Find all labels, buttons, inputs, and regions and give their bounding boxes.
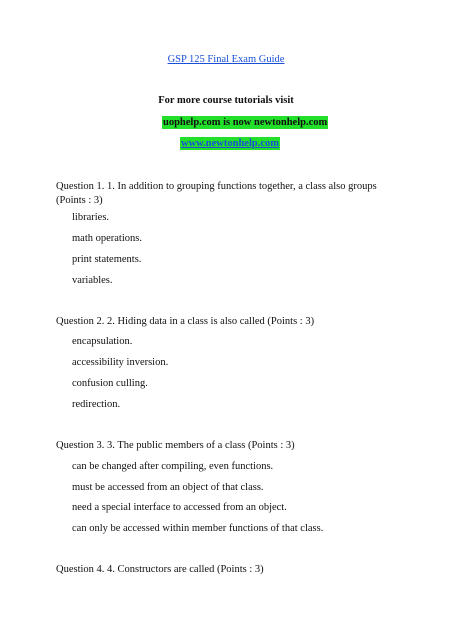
question-1-option-2: math operations. [72,233,142,244]
question-1-text: Question 1. 1. In addition to grouping functions together, a class also groups (Points : 3) [56,181,377,206]
question-1-option-1: libraries. [72,212,110,223]
document-title-link[interactable]: GSP 125 Final Exam Guide [167,54,285,65]
promo-link-line [180,138,280,149]
promo-notice-highlight: uophelp.com is now newtonhelp.com [163,117,328,128]
question-2-text: Question 2. 2. Hiding data in a class is also called (Points : 3) [56,316,315,327]
question-2-option-2: accessibility inversion. [72,357,169,368]
question-3-option-2: must be accessed from an object of that class. [72,482,264,493]
promo-website-link[interactable]: www.newtonhelp.com [181,138,280,149]
question-1-option-4: variables. [72,275,113,286]
question-3-option-4: can only be accessed within member functions of that class. [72,523,324,534]
promo-notice [162,117,328,128]
question-2-option-3: confusion culling. [72,378,148,389]
question-1-option-3: print statements. [72,254,142,265]
promo-heading: For more course tutorials visit [158,95,294,106]
question-4-text: Question 4. 4. Constructors are called (Points : 3) [56,564,264,575]
question-3-text: Question 3. 3. The public members of a class (Points : 3) [56,440,295,451]
question-2-option-1: encapsulation. [72,336,133,347]
question-3-option-3: need a special interface to accessed from an object. [72,502,287,513]
question-2-option-4: redirection. [72,399,121,410]
question-3-option-1: can be changed after compiling, even functions. [72,461,274,472]
